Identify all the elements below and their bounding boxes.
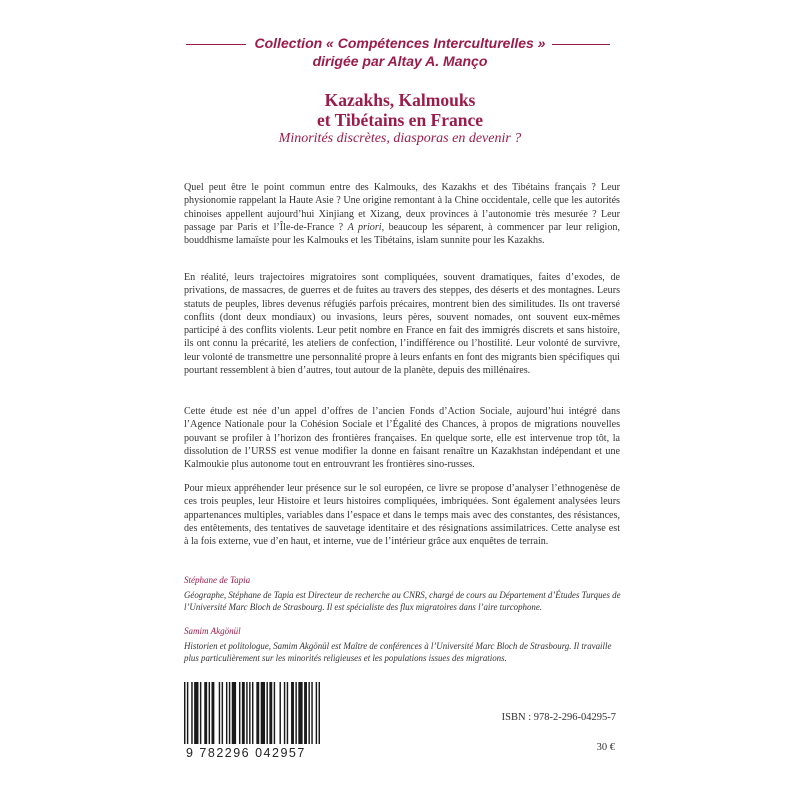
barcode-bar xyxy=(222,682,223,744)
barcode-bar xyxy=(249,682,250,744)
p1-end: , beaucoup les séparent, à commencer par leur religion, bouddhisme lamaïste pour les Kalmouks et les Tibétains, islam sunnite pour les Kazakhs. xyxy=(184,221,620,247)
author-bio-1: Géographe, Stéphane de Tapia est Directeur de recherche au CNRS, chargé de cours au Département d’Études Turques de l’Université Marc Bloch de Strasbourg. Il est spécialiste des flux migratoires dans l’aire turcophone. xyxy=(184,590,621,612)
barcode-bar xyxy=(304,682,307,744)
barcode-bar xyxy=(308,682,309,744)
barcode xyxy=(184,682,320,744)
collection-director: dirigée par Altay A. Manço xyxy=(312,53,488,69)
barcode-bar xyxy=(269,682,272,744)
book-title-line1: Kazakhs, Kalmouks xyxy=(324,90,476,110)
author-name-1: Stéphane de Tapia xyxy=(184,575,251,585)
barcode-bar xyxy=(274,682,275,744)
barcode-digits: 9 782296 042957 xyxy=(186,746,306,760)
barcode-bar xyxy=(311,682,312,744)
barcode-bar xyxy=(242,682,245,744)
barcode-bar xyxy=(256,682,259,744)
barcode-bar xyxy=(287,682,288,744)
book-subtitle: Minorités discrètes, diasporas en devenir ? xyxy=(278,131,522,146)
p1-italic: A priori xyxy=(347,221,382,233)
author-name-2: Samim Akgönül xyxy=(184,626,241,636)
barcode-bar xyxy=(239,682,240,744)
barcode-bar xyxy=(187,682,188,744)
barcode-bar xyxy=(211,682,214,744)
barcode-bar xyxy=(191,682,192,744)
barcode-bar xyxy=(319,682,320,744)
body-paragraph-3: Cette étude est née d’un appel d’offres de l’ancien Fonds d’Action Sociale, aujourd’hui intégré dans l’Agence Nationale pour la Cohésion Sociale et l’Égalité des Chances, à propos de migrations nouvelles pouvant se profiler à l’horizon des frontières françaises. En quelque sorte, elle est intervenue trop tôt, la dissolution de l’URSS est venue modifier la donne en faisant renaître un Kazakhstan indépendant et une Kalmoukie plus autonome tout en entrouvrant les frontières sino-russes. xyxy=(184,406,620,471)
barcode-bar xyxy=(298,682,302,744)
barcode-bar xyxy=(266,682,267,744)
isbn: ISBN : 978-2-296-04295-7 xyxy=(501,712,616,723)
barcode-bar xyxy=(219,682,220,744)
body-paragraph-2: En réalité, leurs trajectoires migratoires sont compliquées, souvent dramatiques, faites d’exodes, de privations, de massacres, de guerres et de fuites au travers des steppes, des déserts et des montagnes. Leurs statuts de peuples, libres devenus réfugiés parfois précaires, montrent bien des similitudes. Ils ont traversé conflits (dont deux mondiaux) ou invasions, leurs pères, souvent nomades, ont souvent eux-mêmes participé à des conflits violents. Leur petit nombre en France en fait des immigrés discrets et sans histoire, ils ont connu la précarité, les ateliers de confection, l’indifférence ou l’hostilité. Leur volonté de survivre, leur volonté de transmettre une personnalité propre à leurs enfants en font des migrants bien spécifiques qui pourtant ressemblent à bien d’autres, tout autour de la planète, depuis des millénaires. xyxy=(184,272,620,377)
barcode-bar xyxy=(184,682,185,744)
barcode-bar xyxy=(295,682,296,744)
barcode-bar xyxy=(252,682,253,744)
barcode-bar xyxy=(194,682,198,744)
barcode-bar xyxy=(204,682,207,744)
body-paragraph-1 xyxy=(184,181,620,247)
barcode-bar xyxy=(232,682,236,744)
barcode-bar xyxy=(246,682,247,744)
barcode-bar xyxy=(200,682,201,744)
collection-name: Collection « Compétences Interculturelles » xyxy=(254,35,546,51)
barcode-bar xyxy=(284,682,285,744)
barcode-bar xyxy=(291,682,294,744)
barcode-bar xyxy=(279,682,280,744)
book-title-line2: et Tibétains en France xyxy=(316,110,484,130)
p1-start: Quel peut être le point commun entre des Kalmouks, des Kazakhs et des Tibétains français ? Leur physionomie rappelant la Haute Asie ? Une origine remontant à la Chine occidentale, celle que les autorités chinoises appellent aujourd’hui Xinjiang et Xizang, deux provinces à l’autonomie très mesurée ? Leur passage par Paris et l’Île-de-France ? xyxy=(184,182,620,233)
barcode-bar xyxy=(229,682,230,744)
barcode-bar xyxy=(316,682,317,744)
barcode-bar xyxy=(261,682,265,744)
price: 30 € xyxy=(596,742,615,753)
barcode-bar xyxy=(209,682,210,744)
barcode-bar xyxy=(226,682,227,744)
author-bio-2: Historien et politologue, Samim Akgönül est Maître de conférences à l’Université Marc Bloch de Strasbourg. Il travaille plus particulièrement sur les minorités religieuses et les populations issues des migrations. xyxy=(184,641,612,663)
body-paragraph-4: Pour mieux appréhender leur présence sur le sol européen, ce livre se propose d’analyser l’ethnogenèse de ces trois peuples, leur Histoire et leurs histoires compliquées, imbriquées. Sont également analysées leurs appartenances multiples, variables dans l’espace et dans le temps mais avec des constantes, des résistances, des entêtements, des tentatives de sauvetage identitaire et des résignations assimilatrices. Cette analyse est à la fois externe, vue d’en haut, et interne, vue de l’intérieur grâce aux enquêtes de terrain. xyxy=(184,483,620,548)
